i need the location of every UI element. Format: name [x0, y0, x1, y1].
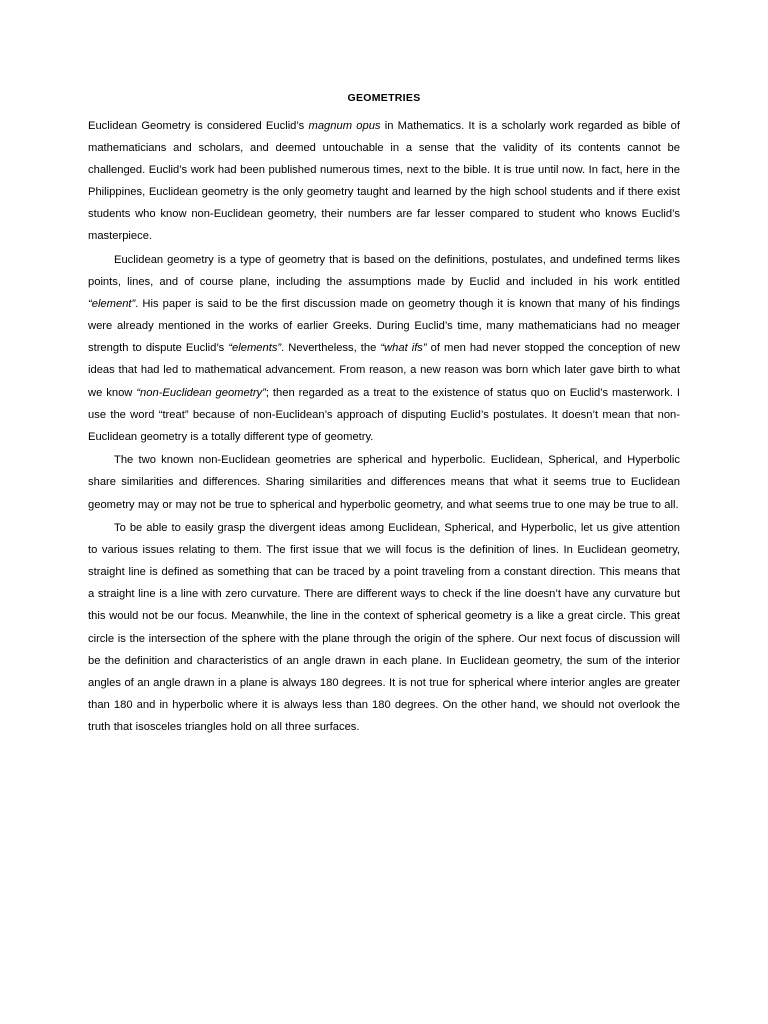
emphasis-text: magnum opus: [308, 119, 381, 132]
paragraph: [88, 517, 680, 739]
body-text: The two known non-Euclidean geometries are spherical and hyperbolic. Euclidean, Spherical, and Hyperbolic share similarities and differences. Sharing similarities and differences means that what it seems true to Euclidean geometry may or may not be true to spherical and hyperbolic geometry, and what seems true to one may be true to all.: [88, 454, 680, 511]
body-text: Euclidean geometry is a type of geometry that is based on the definitions, postulates, and undefined terms likes points, lines, and of course plane, including the assumptions made by Euclid and included in his work entitled: [88, 253, 680, 288]
emphasis-text: “element”: [88, 297, 136, 310]
emphasis-text: “non-Euclidean geometry”: [136, 386, 266, 399]
body-text: . His paper is said to be the first discussion made on geometry though it is known that many of his findings were already mentioned in the works of earlier Greeks. During Euclid’s time, many mathematicians had no meager strength to dispute Euclid’s: [88, 297, 680, 355]
body-text: ; then regarded as a treat to the existence of status quo on Euclid’s masterwork. I use the word “treat” because of non-Euclidean’s approach of disputing Euclid’s postulates. It doesn’t mean that non-Euclidean geometry is a totally different type of geometry.: [88, 386, 680, 443]
emphasis-text: “elements”: [228, 342, 282, 355]
body-text: To be able to easily grasp the divergent ideas among Euclidean, Spherical, and Hyperbolic, let us give attention to various issues relating to them. The first issue that we will focus is the definition of lines. In Euclidean geometry, straight line is defined as something that can be traced by a point traveling from a constant direction. This means that a straight line is a line with zero curvature. There are different ways to check if the line doesn’t have any curvature but this would not be our focus. Meanwhile, the line in the context of spherical geometry is a like a great circle. This great circle is the intersection of the sphere with the plane through the origin of the sphere. Our next focus of discussion will be the definition and characteristics of an angle drawn in each plane. In Euclidean geometry, the sum of the interior angles of an angle drawn in a plane is always 180 degrees. It is not true for spherical where interior angles are greater than 180 and in hyperbolic where it is always less than 180 degrees. On the other hand, we should not overlook the truth that isosceles triangles hold on all three surfaces.: [88, 521, 680, 734]
paragraph: [88, 115, 680, 248]
document-body: [88, 115, 680, 739]
paragraph: [88, 449, 680, 516]
emphasis-text: “what ifs”: [380, 342, 427, 355]
page-title: GEOMETRIES: [347, 92, 421, 104]
body-text: . Nevertheless, the: [281, 342, 381, 355]
body-text: Euclidean Geometry is considered Euclid’s: [88, 119, 309, 132]
body-text: of men had never stopped the conception of new ideas that had led to mathematical advancement. From reason, a new reason was born which later gave birth to what we know: [88, 342, 680, 399]
body-text: in Mathematics. It is a scholarly work regarded as bible of mathematicians and scholars, and deemed untouchable in a sense that the validity of its contents cannot be challenged. Euclid’s work had been published numerous times, next to the bible. It is true until now. In fact, here in the Philippines, Euclidean geometry is the only geometry taught and learned by the high school students and if there exist students who know non-Euclidean geometry, their numbers are far lesser compared to student who knows Euclid’s masterpiece.: [88, 119, 680, 243]
paragraph: [88, 249, 680, 449]
